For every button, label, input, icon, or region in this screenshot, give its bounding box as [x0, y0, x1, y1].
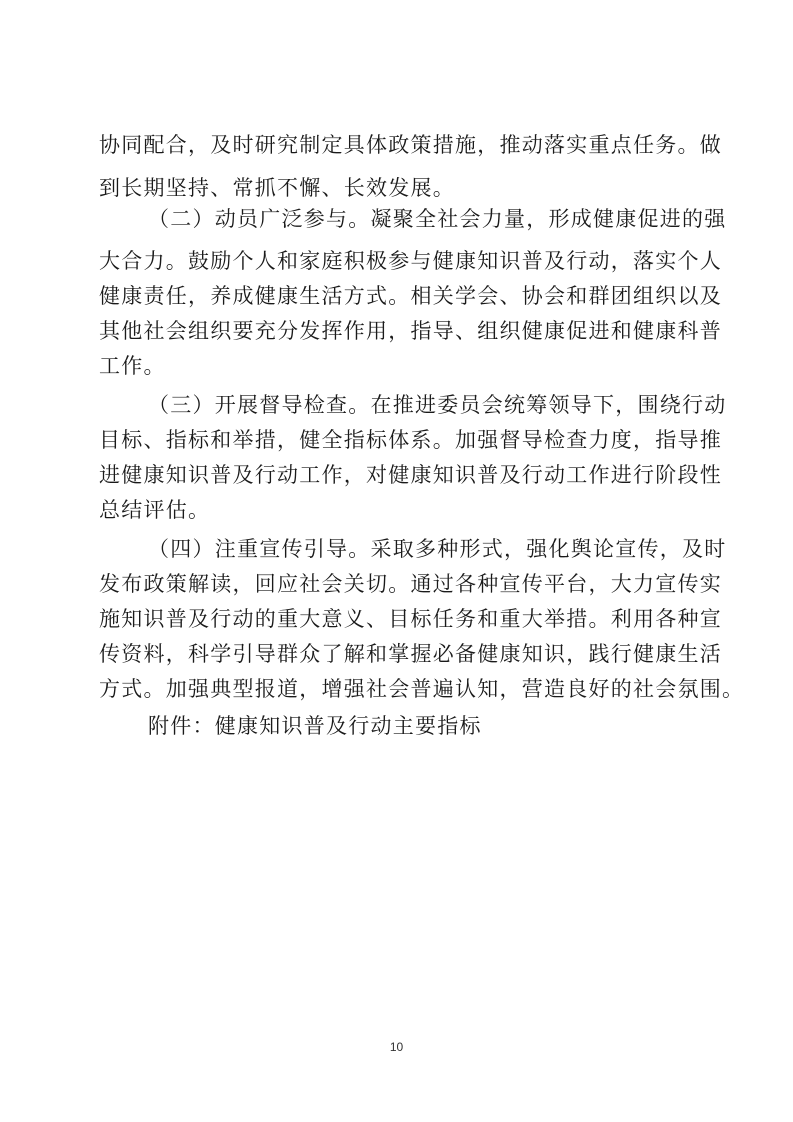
paragraph-3-line-2: 目标、指标和举措，健全指标体系。加强督导检查力度，指导推 [99, 428, 722, 452]
paragraph-1-line-1: 协同配合，及时研究制定具体政策措施，推动落实重点任务。做 [99, 133, 722, 157]
paragraph-3-line-4: 总结评估。 [99, 498, 211, 522]
paragraph-2-line-3: 健康责任，养成健康生活方式。相关学会、协会和群团组织以及 [99, 284, 722, 308]
paragraph-2-line-4: 其他社会组织要充分发挥作用，指导、组织健康促进和健康科普 [99, 319, 722, 343]
paragraph-2-line-5: 工作。 [99, 354, 166, 378]
paragraph-4-line-1: （四）注重宣传引导。采取多种形式，强化舆论宣传，及时 [148, 537, 727, 561]
paragraph-4-line-3: 施知识普及行动的重大意义、目标任务和重大举措。利用各种宣 [99, 607, 722, 631]
paragraph-2-line-1: （二）动员广泛参与。凝聚全社会力量，形成健康促进的强 [148, 207, 727, 231]
paragraph-3-line-1: （三）开展督导检查。在推进委员会统筹领导下，围绕行动 [148, 393, 727, 417]
attachment-line: 附件：健康知识普及行动主要指标 [148, 714, 482, 738]
paragraph-1-line-2: 到长期坚持、常抓不懈、长效发展。 [99, 176, 455, 200]
paragraph-4-line-2: 发布政策解读，回应社会关切。通过各种宣传平台，大力宣传实 [99, 572, 722, 596]
paragraph-3-line-3: 进健康知识普及行动工作，对健康知识普及行动工作进行阶段性 [99, 463, 722, 487]
paragraph-2-line-2: 大合力。鼓励个人和家庭积极参与健康知识普及行动，落实个人 [99, 249, 722, 273]
paragraph-4-line-5: 方式。加强典型报道，增强社会普遍认知，营造良好的社会氛围。 [99, 677, 745, 701]
paragraph-4-line-4: 传资料，科学引导群众了解和掌握必备健康知识，践行健康生活 [99, 642, 722, 666]
page-number: 10 [389, 1040, 404, 1054]
